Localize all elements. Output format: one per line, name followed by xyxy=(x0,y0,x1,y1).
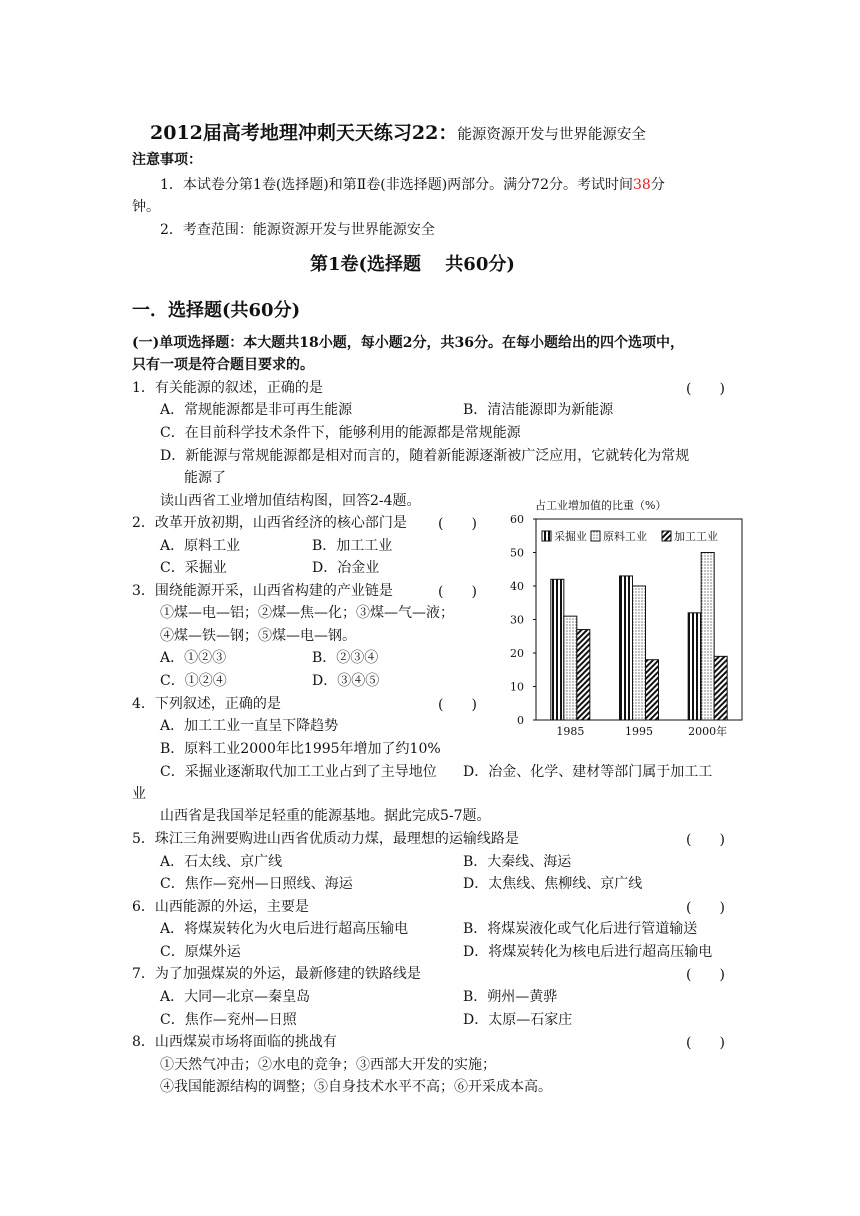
legend-swatch xyxy=(591,531,600,541)
title-main: 2012届高考地理冲刺天天练习22： xyxy=(150,122,458,144)
x-tick-label: 1985 xyxy=(556,725,585,738)
x-axis-labels xyxy=(556,724,727,738)
q2-option-d: D．冶金业 xyxy=(312,560,380,576)
y-tick-label: 20 xyxy=(510,647,524,660)
bar-原料工业-1985 xyxy=(564,616,577,720)
volume-title: 第1卷(选择题 共60分) xyxy=(310,254,515,275)
q1-option-c: C．在目前科学技术条件下，能够利用的能源都是常规能源 xyxy=(160,425,521,441)
legend-swatch xyxy=(662,531,671,541)
bars-group xyxy=(551,553,727,721)
q3-choices-2: ④煤—铁—钢；⑤煤—电—钢。 xyxy=(160,628,356,644)
notice-item-1-pre: 1．本试卷分第1卷(选择题)和第Ⅱ卷(非选择题)两部分。满分72分。考试时间 xyxy=(160,177,633,193)
q6-option-c: C．原煤外运 xyxy=(160,944,241,960)
q5-stem: 5．珠江三角洲要购进山西省优质动力煤，最理想的运输线路是 xyxy=(132,831,519,847)
q6-answer-blank: ( ) xyxy=(686,900,725,916)
page-title xyxy=(150,118,646,145)
bar-原料工业-2000年 xyxy=(701,553,714,721)
y-axis-ticks xyxy=(510,513,536,727)
notice-item-1-cont: 钟。 xyxy=(132,199,160,215)
y-tick-label: 10 xyxy=(510,680,524,694)
y-tick-label: 60 xyxy=(510,513,524,526)
q3-choices-1: ①煤—电—铝；②煤—焦—化；③煤—气—液； xyxy=(160,605,454,621)
q8-answer-blank: ( ) xyxy=(686,1035,725,1051)
q6-option-b: B．将煤炭液化或气化后进行管道输送 xyxy=(463,921,698,937)
q7-option-c: C．焦作—兖州—日照 xyxy=(160,1012,297,1028)
q1-option-a: A．常规能源都是非可再生能源 xyxy=(160,402,353,418)
q1-option-d: D．新能源与常规能源都是相对而言的，随着新能源逐渐被广泛应用，它就转化为常规 xyxy=(160,448,690,464)
q3-option-d: D．③④⑤ xyxy=(312,673,380,689)
x-tick-label: 1995 xyxy=(625,725,653,738)
q4-option-c: C．采掘业逐渐取代加工工业占到了主导地位 xyxy=(160,764,437,780)
q7-stem: 7．为了加强煤炭的外运，最新修建的铁路线是 xyxy=(132,966,421,982)
q4-option-d-cont: 业 xyxy=(132,786,146,802)
q6-option-a: A．将煤炭转化为火电后进行超高压输电 xyxy=(160,921,409,937)
q7-option-a: A．大同—北京—秦皇岛 xyxy=(160,989,311,1005)
legend-label: 采掘业 xyxy=(554,530,587,543)
section-title: 一．选择题(共60分) xyxy=(132,300,301,321)
legend-label: 原料工业 xyxy=(603,530,647,543)
x-tick-label: 2000年 xyxy=(688,725,728,738)
q1-option-d-cont: 能源了 xyxy=(184,470,226,486)
instructions-line-2: 只有一项是符合题目要求的。 xyxy=(132,357,314,373)
q6-option-d: D．将煤炭转化为核电后进行超高压输电 xyxy=(463,944,713,960)
q2-answer-blank: ( ) xyxy=(438,516,477,532)
y-tick-label: 30 xyxy=(510,613,524,627)
q6-stem: 6．山西能源的外运，主要是 xyxy=(132,899,309,915)
q4-option-a: A．加工工业一直呈下降趋势 xyxy=(160,718,339,734)
y-tick-label: 50 xyxy=(510,546,524,560)
bar-加工工业-1995 xyxy=(646,660,659,720)
notice-item-1-post: 分 xyxy=(650,177,665,193)
intro-q2-q4: 读山西省工业增加值结构图，回答2-4题。 xyxy=(160,493,421,509)
legend-label: 加工工业 xyxy=(674,530,718,543)
q1-stem: 1．有关能源的叙述，正确的是 xyxy=(132,380,323,396)
bar-加工工业-1985 xyxy=(577,630,590,720)
q3-option-b: B．②③④ xyxy=(312,650,379,666)
q2-stem: 2．改革开放初期，山西省经济的核心部门是 xyxy=(132,515,407,531)
q4-answer-blank: ( ) xyxy=(438,697,477,713)
bar-采掘业-2000年 xyxy=(688,613,701,720)
bar-原料工业-1995 xyxy=(633,586,646,720)
bar-采掘业-1985 xyxy=(551,579,564,720)
q4-option-d: D．冶金、化学、建材等部门属于加工工 xyxy=(463,764,713,780)
q1-answer-blank: ( ) xyxy=(686,381,725,397)
instructions-line-1: (一)单项选择题：本大题共18小题，每小题2分，共36分。在每小题给出的四个选项中， xyxy=(132,335,684,351)
q2-option-c: C．采掘业 xyxy=(160,560,227,576)
q3-option-c: C．①②④ xyxy=(160,673,227,689)
y-tick-label: 0 xyxy=(517,714,524,727)
q3-option-a: A．①②③ xyxy=(160,650,227,666)
q8-choices-2: ④我国能源结构的调整；⑤自身技术水平不高；⑥开采成本高。 xyxy=(160,1079,552,1095)
notice-item-1 xyxy=(160,175,665,195)
exam-time: 38 xyxy=(633,177,651,193)
y-tick-label: 40 xyxy=(510,580,524,593)
q1-option-b: B．清洁能源即为新能源 xyxy=(463,402,614,418)
notice-heading: 注意事项： xyxy=(132,152,202,168)
q5-option-c: C．焦作—兖州—日照线、海运 xyxy=(160,876,353,892)
legend-swatch xyxy=(542,531,551,541)
q3-answer-blank: ( ) xyxy=(438,584,477,600)
q8-choices-1: ①天然气冲击；②水电的竞争；③西部大开发的实施； xyxy=(160,1057,496,1073)
notice-item-2: 2．考查范围：能源资源开发与世界能源安全 xyxy=(160,222,435,238)
bar-采掘业-1995 xyxy=(620,576,633,720)
q7-option-d: D．太原—石家庄 xyxy=(463,1012,573,1028)
title-sub: 能源资源开发与世界能源安全 xyxy=(457,127,646,143)
q5-answer-blank: ( ) xyxy=(686,832,725,848)
q7-answer-blank: ( ) xyxy=(686,967,725,983)
q7-option-b: B．朔州—黄骅 xyxy=(463,989,558,1005)
q5-option-b: B．大秦线、海运 xyxy=(463,854,572,870)
intro-q5-q7: 山西省是我国举足轻重的能源基地。据此完成5-7题。 xyxy=(160,808,491,824)
bar-加工工业-2000年 xyxy=(714,656,727,720)
q4-stem: 4．下列叙述，正确的是 xyxy=(132,696,281,712)
q4-option-b: B．原料工业2000年比1995年增加了约10% xyxy=(160,741,441,757)
q3-stem: 3．围绕能源开采，山西省构建的产业链是 xyxy=(132,583,393,599)
q5-option-a: A．石太线、京广线 xyxy=(160,854,283,870)
chart-title: 占工业增加值的比重（%） xyxy=(535,499,667,512)
q5-option-d: D．太焦线、焦柳线、京广线 xyxy=(463,876,643,892)
q2-option-a: A．原料工业 xyxy=(160,538,241,554)
q8-stem: 8．山西煤炭市场将面临的挑战有 xyxy=(132,1034,337,1050)
chart-legend xyxy=(542,529,718,543)
industry-structure-chart xyxy=(500,495,760,750)
q2-option-b: B．加工工业 xyxy=(312,538,393,554)
